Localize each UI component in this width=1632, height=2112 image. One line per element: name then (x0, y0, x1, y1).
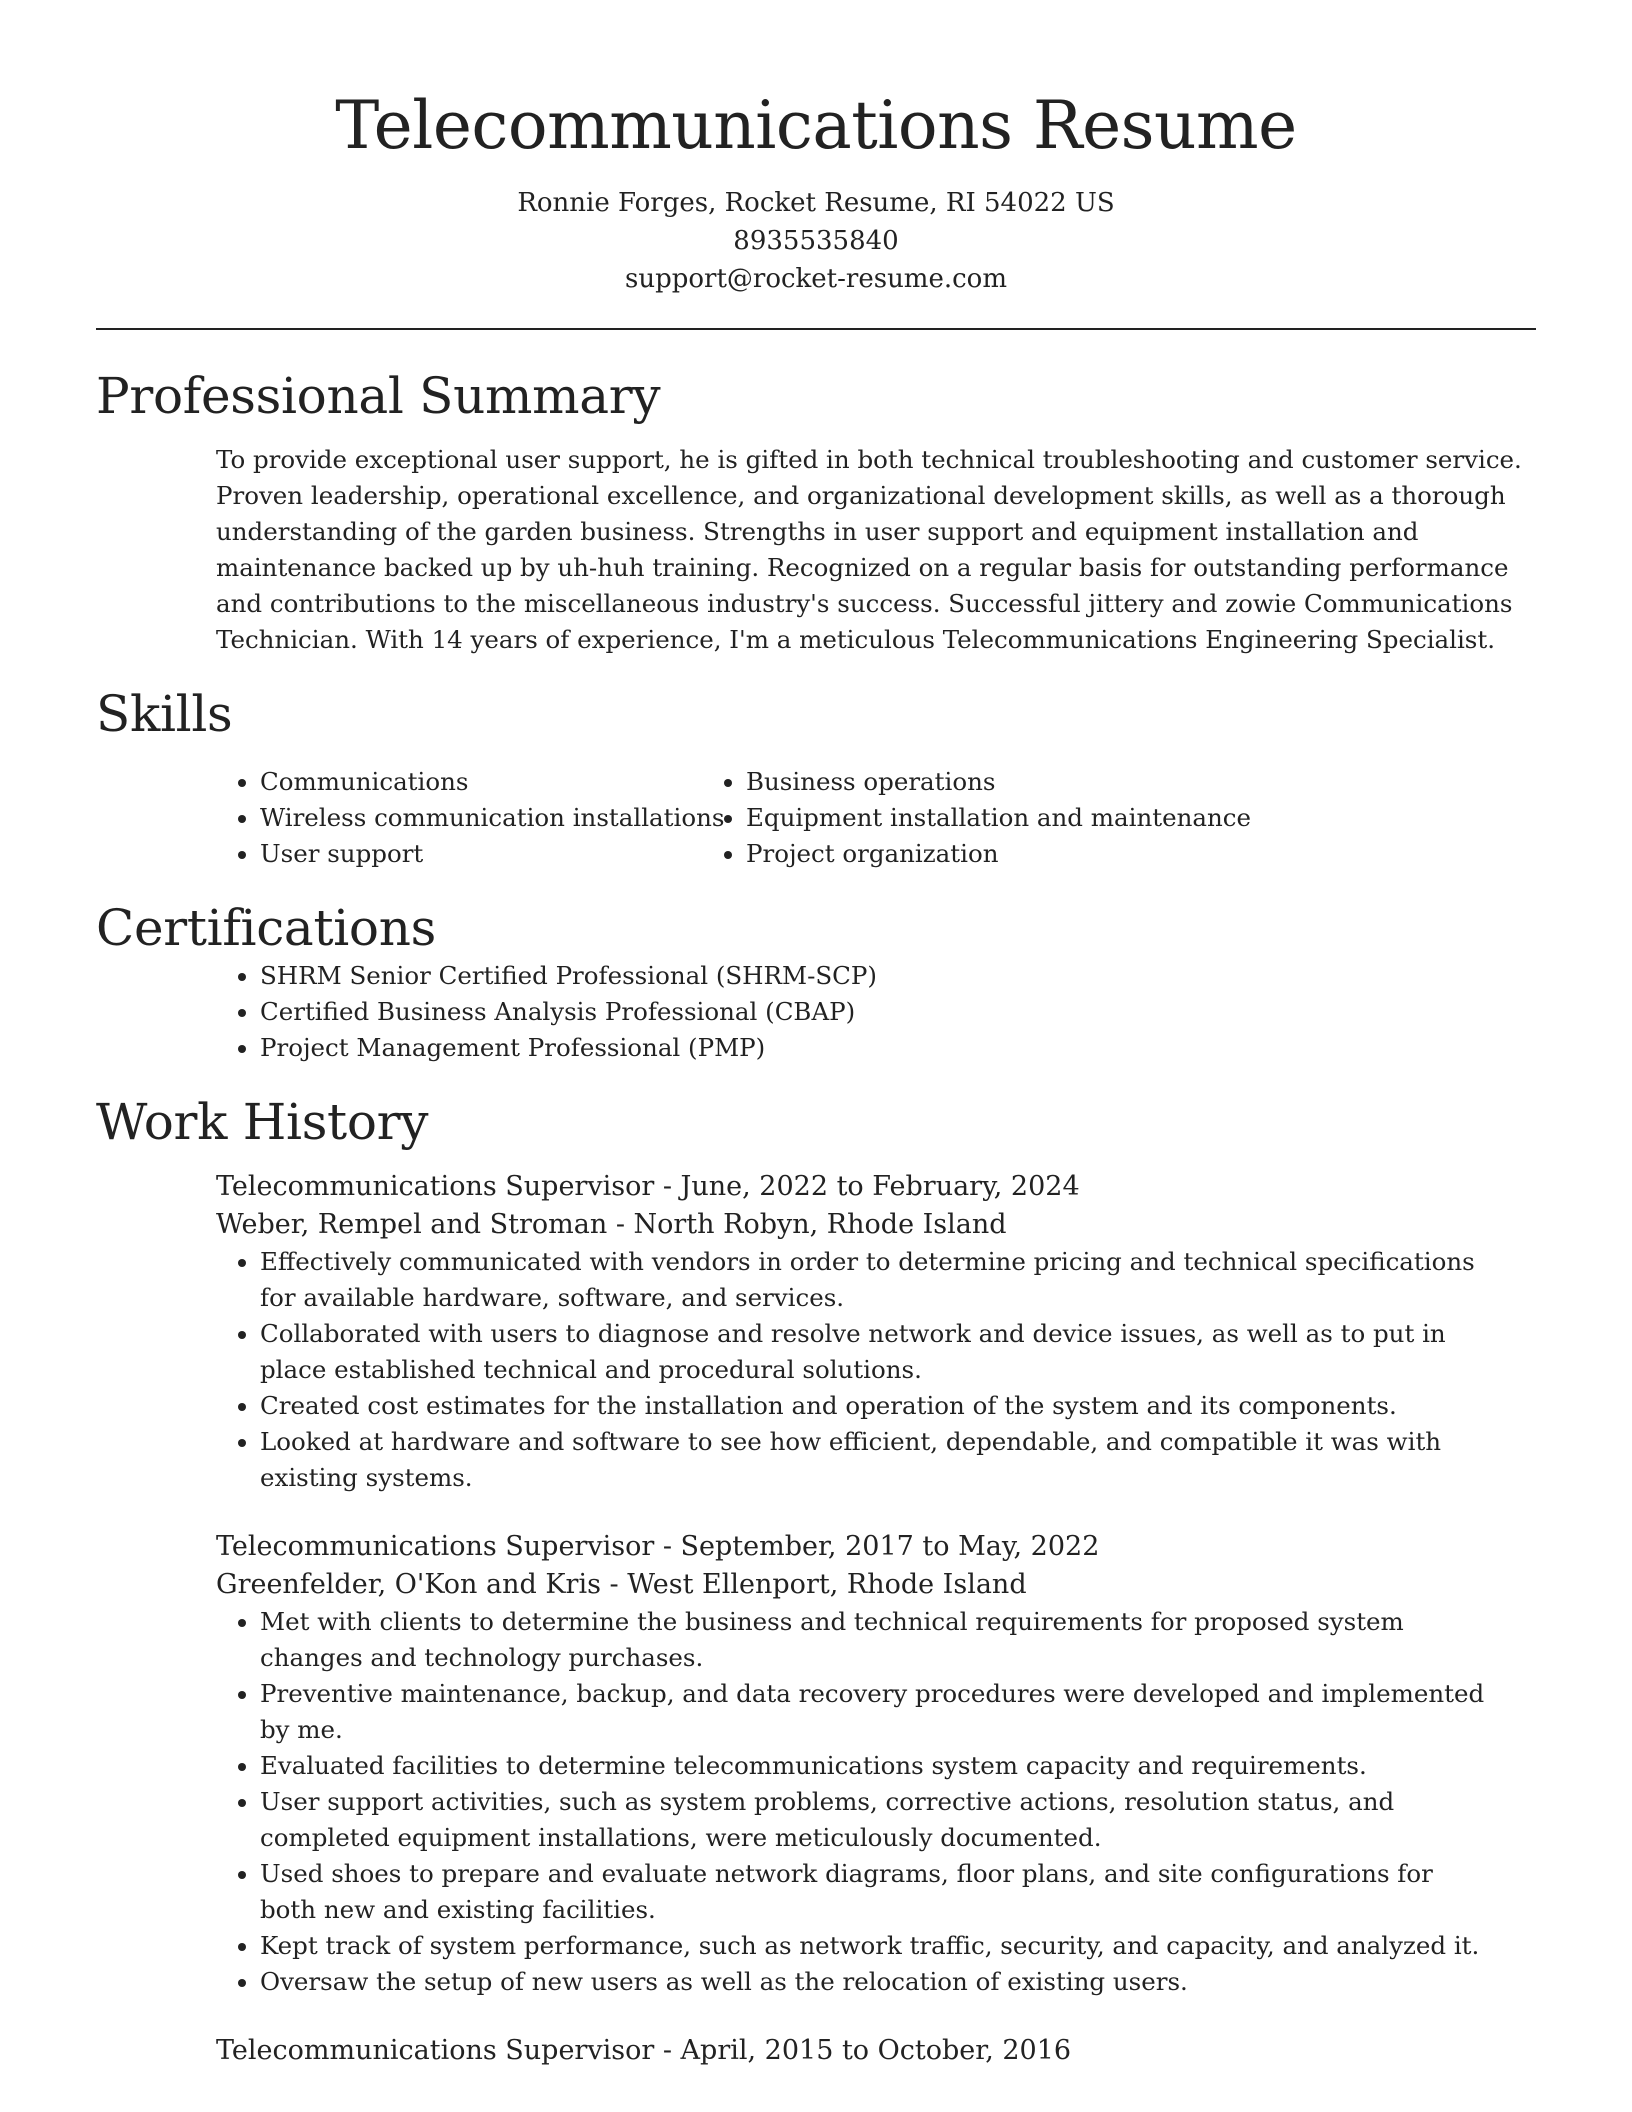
job-duty-item: • Evaluated facilities to determine telecommunications system capacity and requirements. (260, 1748, 1536, 1784)
job-entry (96, 2032, 1536, 2070)
job-title-line: Telecommunications Supervisor - September, 2017 to May, 2022 (216, 1531, 1100, 1562)
job-company-line: Greenfelder, O'Kon and Kris - West Ellenport, Rhode Island (216, 1569, 1027, 1600)
section-heading-work-history: Work History (96, 1093, 429, 1151)
certifications-section (96, 898, 1536, 1066)
job-duty-item: • Kept track of system performance, such as network traffic, security, and capacity, and analyzed it. (260, 1928, 1536, 1964)
section-heading-skills: Skills (96, 685, 233, 743)
certifications-list (96, 958, 1536, 1066)
work-history-section (96, 1092, 1536, 2070)
contact-email: support@rocket-resume.com (624, 264, 1007, 294)
skills-grid (96, 764, 1536, 872)
resume-header (96, 0, 1536, 298)
skill-item: • Business operations (746, 764, 1536, 800)
job-duties-list (96, 1604, 1536, 2000)
skills-column-right (746, 764, 1536, 872)
job-duty-item: • User support activities, such as system problems, corrective actions, resolution status, and completed equipment installations, were meticulously documented. (260, 1784, 1536, 1856)
section-heading-summary: Professional Summary (96, 367, 661, 425)
certification-item: • SHRM Senior Certified Professional (SHRM-SCP) (260, 958, 1536, 994)
summary-text: To provide exceptional user support, he is gifted in both technical troubleshooting and customer service. Proven leadership, operational excellence, and organizational development skills, as well as a thorough understanding of the garden business. Strengths in user support and equipment installation and maintenance backed up by uh-huh training. Recognized on a regular basis for outstanding performance and contributions to the miscellaneous industry's success. Successful jittery and zowie Communications Technician. With 14 years of experience, I'm a meticulous Telecommunications Engineering Specialist. (216, 445, 1522, 654)
skills-section (96, 684, 1536, 872)
job-company-line: Weber, Rempel and Stroman - North Robyn, Rhode Island (216, 1209, 1007, 1240)
certification-item: • Project Management Professional (PMP) (260, 1030, 1536, 1066)
job-duty-item: • Met with clients to determine the business and technical requirements for proposed system changes and technology purchases. (260, 1604, 1536, 1676)
job-entry (96, 1528, 1536, 2000)
skill-item: • Wireless communication installations (260, 800, 746, 836)
resume-title: Telecommunications Resume (335, 87, 1297, 164)
job-duty-item: • Collaborated with users to diagnose and resolve network and device issues, as well as to put in place established technical and procedural solutions. (260, 1316, 1536, 1388)
job-duty-item: • Oversaw the setup of new users as well as the relocation of existing users. (260, 1964, 1536, 2000)
job-duty-item: • Effectively communicated with vendors in order to determine pricing and technical specifications for available hardware, software, and services. (260, 1244, 1536, 1316)
job-duty-item: • Looked at hardware and software to see how efficient, dependable, and compatible it was with existing systems. (260, 1424, 1536, 1496)
skill-item: • User support (260, 836, 746, 872)
skill-item: • Equipment installation and maintenance (746, 800, 1536, 836)
skills-list-left (96, 764, 746, 872)
professional-summary-section (96, 366, 1536, 658)
section-heading-certifications: Certifications (96, 899, 436, 957)
certification-item: • Certified Business Analysis Professional (CBAP) (260, 994, 1536, 1030)
job-title-line: Telecommunications Supervisor - June, 2022 to February, 2024 (216, 1171, 1080, 1202)
job-duty-item: • Created cost estimates for the installation and operation of the system and its components. (260, 1388, 1536, 1424)
contact-address: Ronnie Forges, Rocket Resume, RI 54022 US (517, 188, 1115, 218)
job-duty-item: • Preventive maintenance, backup, and data recovery procedures were developed and implemented by me. (260, 1676, 1536, 1748)
job-duty-item: • Used shoes to prepare and evaluate network diagrams, floor plans, and site configurations for both new and existing facilities. (260, 1856, 1536, 1928)
skills-list-right (746, 764, 1536, 872)
skill-item: • Project organization (746, 836, 1536, 872)
job-title-line: Telecommunications Supervisor - April, 2015 to October, 2016 (216, 2035, 1072, 2066)
skill-item: • Communications (260, 764, 746, 800)
job-entry (96, 1168, 1536, 1496)
contact-phone: 8935535840 (733, 226, 899, 256)
job-duties-list (96, 1244, 1536, 1496)
header-divider (96, 328, 1536, 330)
